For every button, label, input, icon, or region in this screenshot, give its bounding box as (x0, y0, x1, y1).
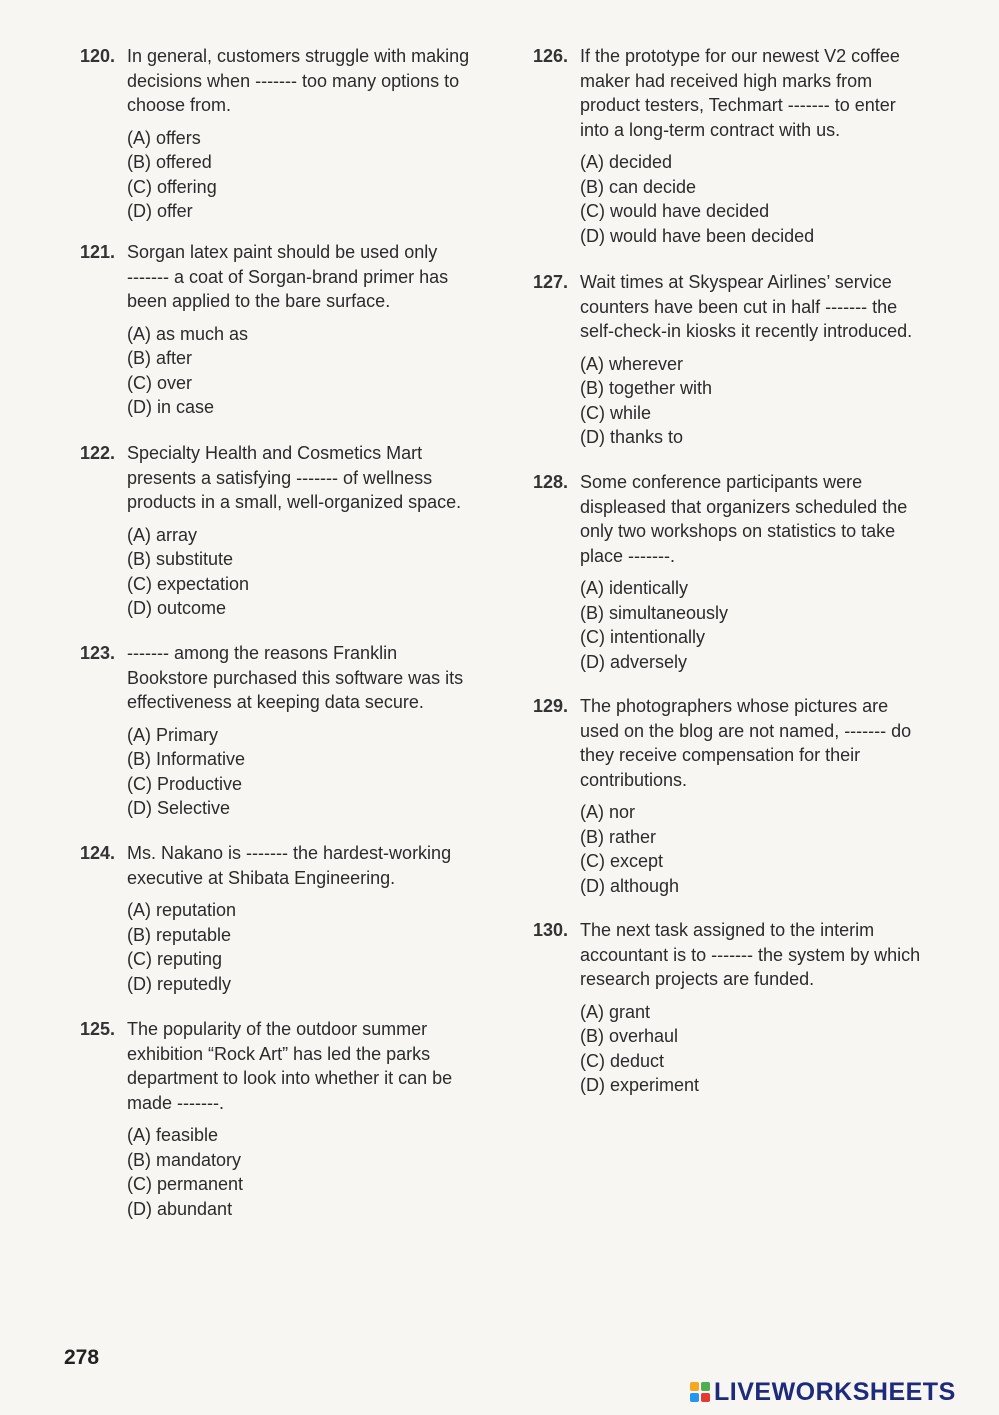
option-b[interactable]: (B) together with (580, 378, 713, 398)
option-a[interactable]: (A) reputation (127, 900, 237, 920)
option-d[interactable]: (D) reputedly (127, 973, 232, 994)
answer-options (580, 800, 963, 898)
option-d[interactable]: (D) abundant (127, 1198, 233, 1219)
question-121 (80, 240, 510, 441)
answer-options (127, 723, 510, 821)
option-b[interactable]: (B) simultaneously (580, 602, 729, 623)
question-number: 127. (533, 272, 569, 292)
left-column (80, 44, 510, 1221)
option-a[interactable]: (A) decided (580, 152, 673, 172)
option-d[interactable]: (D) outcome (127, 598, 227, 618)
option-d[interactable]: (D) in case (127, 397, 215, 417)
question-number: 122. (80, 443, 116, 463)
question-text: The next task assigned to the interim accountant is to ------- the system by which research projects are funded. (580, 920, 921, 989)
option-b[interactable]: (B) rather (580, 826, 657, 847)
option-a[interactable]: (A) nor (580, 802, 636, 822)
option-a[interactable]: (A) grant (580, 1001, 651, 1022)
question-number: 129. (533, 696, 569, 716)
option-a[interactable]: (A) feasible (127, 1125, 219, 1145)
page-number: 278 (64, 1346, 100, 1369)
question-129 (533, 694, 963, 918)
answer-options (127, 126, 510, 224)
option-c[interactable]: (C) while (580, 402, 652, 423)
question-124 (80, 841, 510, 1017)
answer-options (580, 352, 963, 450)
liveworksheets-logo-icon (690, 1382, 710, 1402)
question-text: The photographers whose pictures are used on the blog are not named, ------- do they receive compensation for their contributions. (580, 696, 912, 790)
option-c[interactable]: (C) intentionally (580, 627, 706, 647)
option-b[interactable]: (B) mandatory (127, 1149, 242, 1170)
question-text: In general, customers struggle with making decisions when ------- too many options to choose from. (127, 46, 470, 115)
question-text: Ms. Nakano is ------- the hardest-working executive at Shibata Engineering. (127, 843, 452, 888)
question-127 (533, 270, 963, 470)
option-a[interactable]: (A) wherever (580, 353, 684, 374)
option-c[interactable]: (C) permanent (127, 1174, 244, 1194)
question-120 (80, 44, 510, 240)
question-number: 125. (80, 1019, 116, 1039)
question-126 (533, 44, 963, 270)
option-b[interactable]: (B) substitute (127, 549, 234, 569)
answer-options (127, 898, 510, 996)
question-number: 120. (80, 46, 116, 66)
option-d[interactable]: (D) experiment (580, 1075, 700, 1095)
right-column (533, 44, 963, 1098)
option-c[interactable]: (C) would have decided (580, 201, 770, 221)
option-c[interactable]: (C) deduct (580, 1050, 665, 1071)
option-a[interactable]: (A) offers (127, 127, 201, 148)
question-text: If the prototype for our newest V2 coffee maker had received high marks from product testers, Techmart ------- to enter into a long-term contract with us. (580, 46, 900, 140)
question-number: 121. (80, 242, 116, 262)
option-b[interactable]: (B) Informative (127, 749, 246, 769)
answer-options (127, 322, 510, 420)
answer-options (127, 1123, 510, 1221)
question-text: The popularity of the outdoor summer exhibition “Rock Art” has led the parks department to look into whether it can be made -------. (127, 1019, 453, 1113)
question-text: Specialty Health and Cosmetics Mart presents a satisfying ------- of wellness products in a small, well-organized space. (127, 443, 462, 512)
question-text: ------- among the reasons Franklin Bookstore purchased this software was its effectiveness at keeping data secure. (127, 643, 464, 712)
option-c[interactable]: (C) Productive (127, 773, 243, 794)
option-a[interactable]: (A) identically (580, 578, 689, 598)
option-c[interactable]: (C) offering (127, 176, 217, 197)
option-b[interactable]: (B) reputable (127, 924, 232, 945)
option-d[interactable]: (D) although (580, 875, 680, 896)
option-d[interactable]: (D) offer (127, 201, 193, 221)
logo-text: LIVEWORKSHEETS (714, 1377, 956, 1406)
question-122 (80, 441, 510, 641)
option-d[interactable]: (D) adversely (580, 651, 688, 672)
question-text: Sorgan latex paint should be used only ------- a coat of Sorgan-brand primer has been applied to the bare surface. (127, 242, 449, 311)
answer-options (580, 150, 963, 248)
question-number: 126. (533, 46, 569, 66)
option-c[interactable]: (C) except (580, 851, 664, 871)
option-c[interactable]: (C) expectation (127, 573, 250, 594)
question-number: 123. (80, 643, 116, 663)
question-130 (533, 918, 963, 1098)
option-d[interactable]: (D) thanks to (580, 427, 684, 447)
option-a[interactable]: (A) as much as (127, 323, 249, 344)
option-c[interactable]: (C) reputing (127, 949, 223, 969)
question-text: Some conference participants were displeased that organizers scheduled the only two workshops on statistics to take place -------. (580, 472, 908, 566)
answer-options (580, 1000, 963, 1098)
option-b[interactable]: (B) offered (127, 152, 212, 172)
option-a[interactable]: (A) array (127, 524, 198, 545)
option-b[interactable]: (B) after (127, 348, 193, 368)
question-123 (80, 641, 510, 841)
option-b[interactable]: (B) overhaul (580, 1026, 679, 1046)
question-number: 130. (533, 920, 569, 940)
question-number: 124. (80, 843, 116, 863)
option-a[interactable]: (A) Primary (127, 724, 218, 745)
question-125 (80, 1017, 510, 1221)
question-text: Wait times at Skyspear Airlines’ service counters have been cut in half ------- the self-check-in kiosks it recently introduced. (580, 272, 913, 341)
liveworksheets-logo (690, 1378, 956, 1406)
option-c[interactable]: (C) over (127, 372, 193, 393)
question-number: 128. (533, 472, 569, 492)
answer-options (127, 523, 510, 621)
option-d[interactable]: (D) would have been decided (580, 225, 815, 246)
answer-options (580, 576, 963, 674)
question-128 (533, 470, 963, 694)
option-b[interactable]: (B) can decide (580, 176, 697, 197)
option-d[interactable]: (D) Selective (127, 798, 231, 818)
